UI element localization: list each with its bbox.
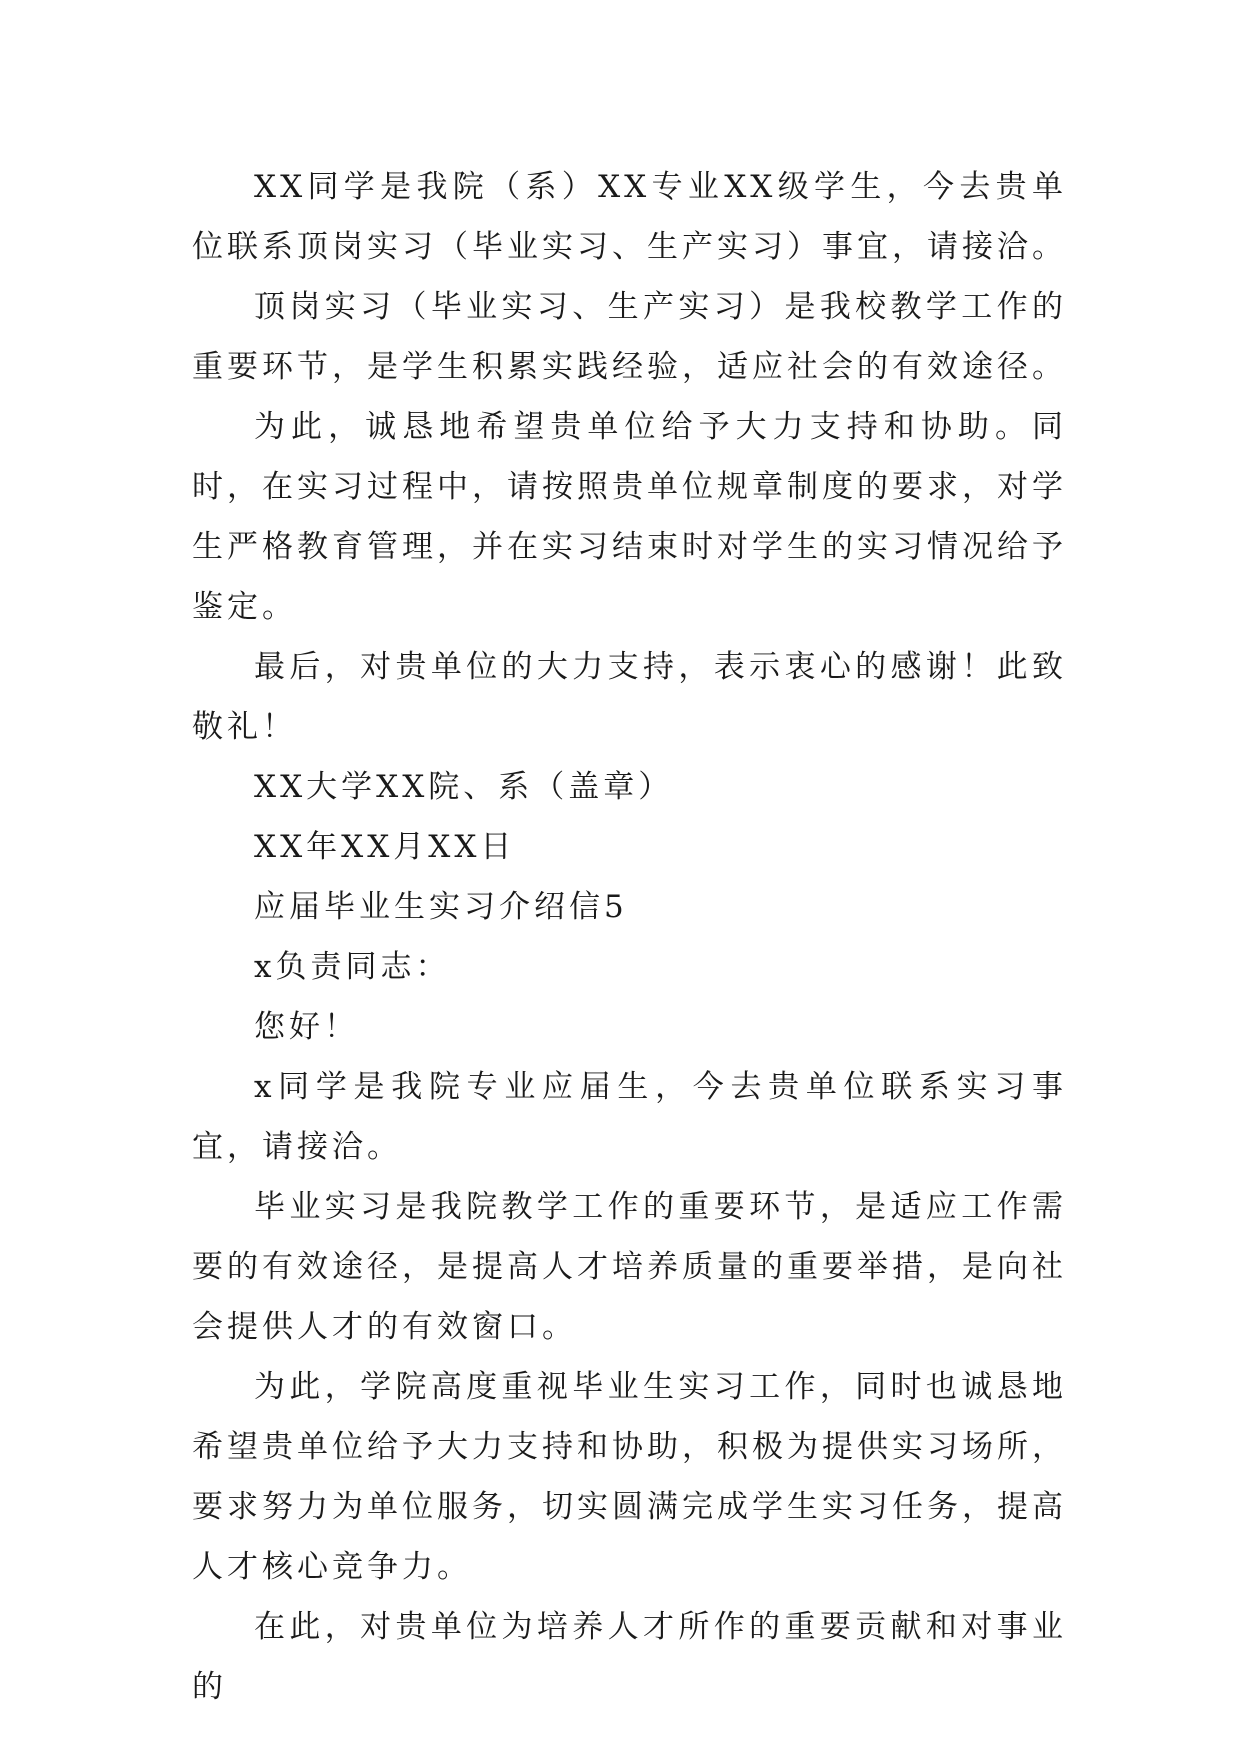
paragraph-request: 为此，诚恳地希望贵单位给予大力支持和协助。同时，在实习过程中，请按照贵单位规章制度的要求，对学生严格教育管理，并在实习结束时对学生的实习情况给予鉴定。 bbox=[192, 409, 1067, 625]
paragraph-student-intro: x同学是我院专业应届生，今去贵单位联系实习事宜，请接洽。 bbox=[192, 1069, 1067, 1165]
paragraph-importance: 顶岗实习（毕业实习、生产实习）是我校教学工作的重要环节，是学生积累实践经验，适应社会的有效途径。 bbox=[192, 289, 1067, 385]
letter-title: 应届毕业生实习介绍信5 bbox=[254, 889, 628, 925]
paragraph-intro: XX同学是我院（系）XX专业XX级学生，今去贵单位联系顶岗实习（毕业实习、生产实习）事宜，请接洽。 bbox=[192, 169, 1067, 265]
paragraph-closing: 在此，对贵单位为培养人才所作的重要贡献和对事业的 bbox=[192, 1609, 1067, 1705]
greeting-line: 您好！ bbox=[254, 1009, 359, 1045]
letter-body bbox=[192, 157, 1067, 1717]
paragraph-thanks: 最后，对贵单位的大力支持，表示衷心的感谢！此致敬礼！ bbox=[192, 649, 1067, 745]
paragraph-college-request: 为此，学院高度重视毕业生实习工作，同时也诚恳地希望贵单位给予大力支持和协助，积极为提供实习场所，要求努力为单位服务，切实圆满完成学生实习任务，提高人才核心竞争力。 bbox=[192, 1369, 1067, 1585]
date-line: XX年XX月XX日 bbox=[254, 829, 516, 865]
signature-line: XX大学XX院、系（盖章） bbox=[254, 769, 674, 805]
salutation-line: x负责同志： bbox=[254, 949, 451, 985]
paragraph-internship-importance: 毕业实习是我院教学工作的重要环节，是适应工作需要的有效途径，是提高人才培养质量的重要举措，是向社会提供人才的有效窗口。 bbox=[192, 1189, 1067, 1345]
